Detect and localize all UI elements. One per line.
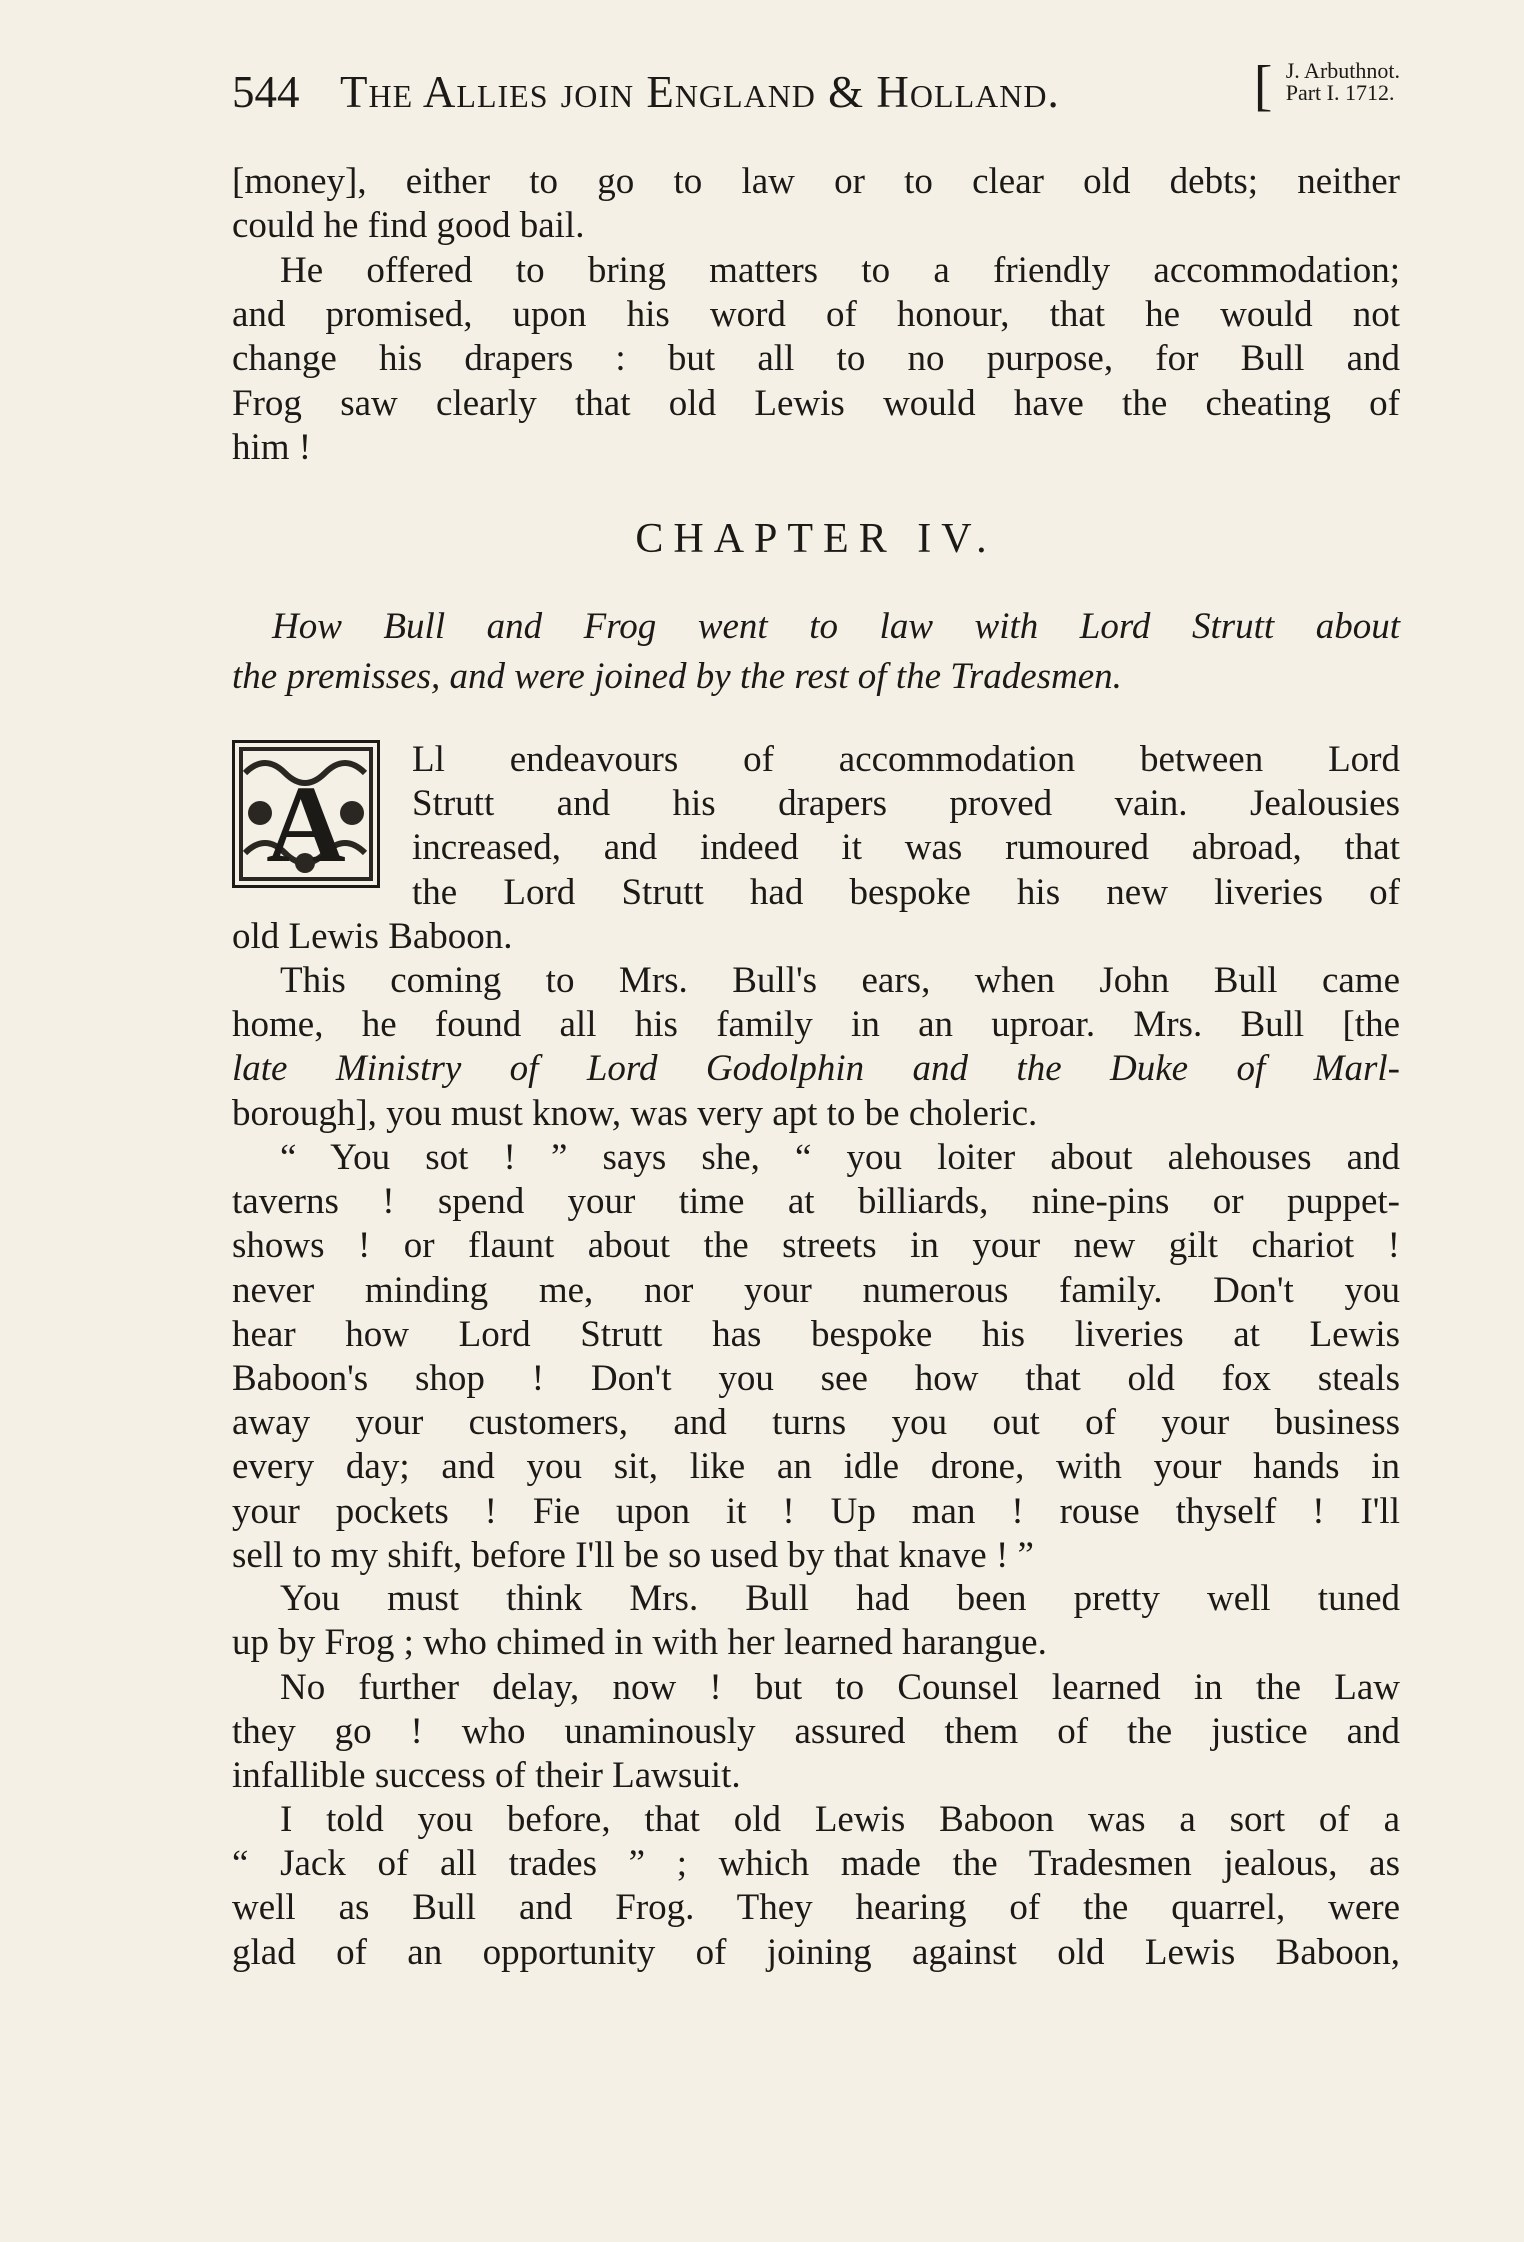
- page-number: 544: [232, 67, 300, 117]
- text-line: I told you before, that old Lewis Baboon was a sort of a: [280, 1799, 1400, 1840]
- text-line: change his drapers : but all to no purpose, for Bull and: [232, 338, 1400, 380]
- paragraph-4: [232, 959, 1400, 1136]
- header-attribution: [1253, 55, 1400, 117]
- header-author: J. Arbuthnot.: [1285, 58, 1400, 83]
- text-line: they go ! who unaminously assured them of the justice and: [232, 1711, 1400, 1753]
- subtitle-line: How Bull and Frog went to law with Lord Strutt about: [272, 606, 1400, 647]
- chapter-subtitle: [232, 602, 1400, 702]
- text-line: borough], you must know, was very apt to be choleric.: [232, 1092, 1038, 1134]
- text-line: well as Bull and Frog. They hearing of the quarrel, were: [232, 1887, 1400, 1929]
- text-line: shows ! or flaunt about the streets in your new gilt chariot !: [232, 1225, 1400, 1267]
- text-line: up by Frog ; who chimed in with her learned harangue.: [232, 1622, 1047, 1664]
- subtitle-line: the premisses, and were joined by the rest of the Tradesmen.: [232, 656, 1122, 697]
- text-line: old Lewis Baboon.: [232, 915, 513, 957]
- text-line: No further delay, now ! but to Counsel learned in the Law: [280, 1667, 1400, 1708]
- text-line: the Lord Strutt had bespoke his new liveries of: [412, 871, 1400, 913]
- running-header: [232, 55, 1400, 128]
- text-line: every day; and you sit, like an idle drone, with your hands in: [232, 1446, 1400, 1488]
- text-line: You must think Mrs. Bull had been pretty well tuned: [280, 1578, 1400, 1619]
- text-line: home, he found all his family in an uproar. Mrs. Bull [the: [232, 1004, 1400, 1046]
- text-line: increased, and indeed it was rumoured abroad, that: [412, 827, 1400, 869]
- text-line: away your customers, and turns you out of your business: [232, 1402, 1400, 1444]
- paragraph-7: [232, 1666, 1400, 1799]
- text-line: late Ministry of Lord Godolphin and the Duke of Marl-: [232, 1048, 1400, 1090]
- text-line: infallible success of their Lawsuit.: [232, 1755, 741, 1797]
- text-line: never minding me, nor your numerous family. Don't you: [232, 1269, 1400, 1311]
- text-line: could he find good bail.: [232, 205, 585, 247]
- text-line: your pockets ! Fie upon it ! Up man ! rouse thyself ! I'll: [232, 1490, 1400, 1532]
- text-line: Baboon's shop ! Don't you see how that old fox steals: [232, 1358, 1400, 1400]
- paragraph-2: [232, 249, 1400, 470]
- text-line: Ll endeavours of accommodation between Lord: [412, 739, 1400, 780]
- running-title: The Allies join England & Holland.: [340, 67, 1060, 117]
- text-line: and promised, upon his word of honour, that he would not: [232, 294, 1400, 336]
- dropcap-letter: A: [266, 763, 346, 885]
- text-line: taverns ! spend your time at billiards, nine-pins or puppet-: [232, 1181, 1400, 1223]
- text-line: Strutt and his drapers proved vain. Jealousies: [412, 783, 1400, 825]
- paragraph-8: [232, 1798, 1400, 1975]
- text-line: sell to my shift, before I'll be so used by that knave ! ”: [232, 1534, 1034, 1576]
- text-line: He offered to bring matters to a friendly accommodation;: [280, 250, 1400, 291]
- text-line: him !: [232, 426, 312, 468]
- chapter-heading: CHAPTER IV.: [635, 516, 997, 562]
- header-part-year: Part I. 1712.: [1285, 80, 1395, 105]
- paragraph-1: [232, 160, 1400, 248]
- text-line: hear how Lord Strutt has bespoke his liveries at Lewis: [232, 1313, 1400, 1355]
- text-line: This coming to Mrs. Bull's ears, when John Bull came: [280, 960, 1400, 1001]
- text-line: “ Jack of all trades ” ; which made the Tradesmen jealous, as: [232, 1843, 1400, 1885]
- text-line: Frog saw clearly that old Lewis would have the cheating of: [232, 382, 1400, 424]
- paragraph-5: [232, 1136, 1400, 1578]
- bracket-glyph: [: [1253, 55, 1273, 117]
- text-line: “ You sot ! ” says she, “ you loiter about alehouses and: [280, 1137, 1400, 1178]
- text-line: [money], either to go to law or to clear old debts; neither: [232, 161, 1400, 202]
- paragraph-6: [232, 1577, 1400, 1665]
- text-line: glad of an opportunity of joining against old Lewis Baboon,: [232, 1931, 1400, 1973]
- paragraph-3: [232, 738, 1400, 959]
